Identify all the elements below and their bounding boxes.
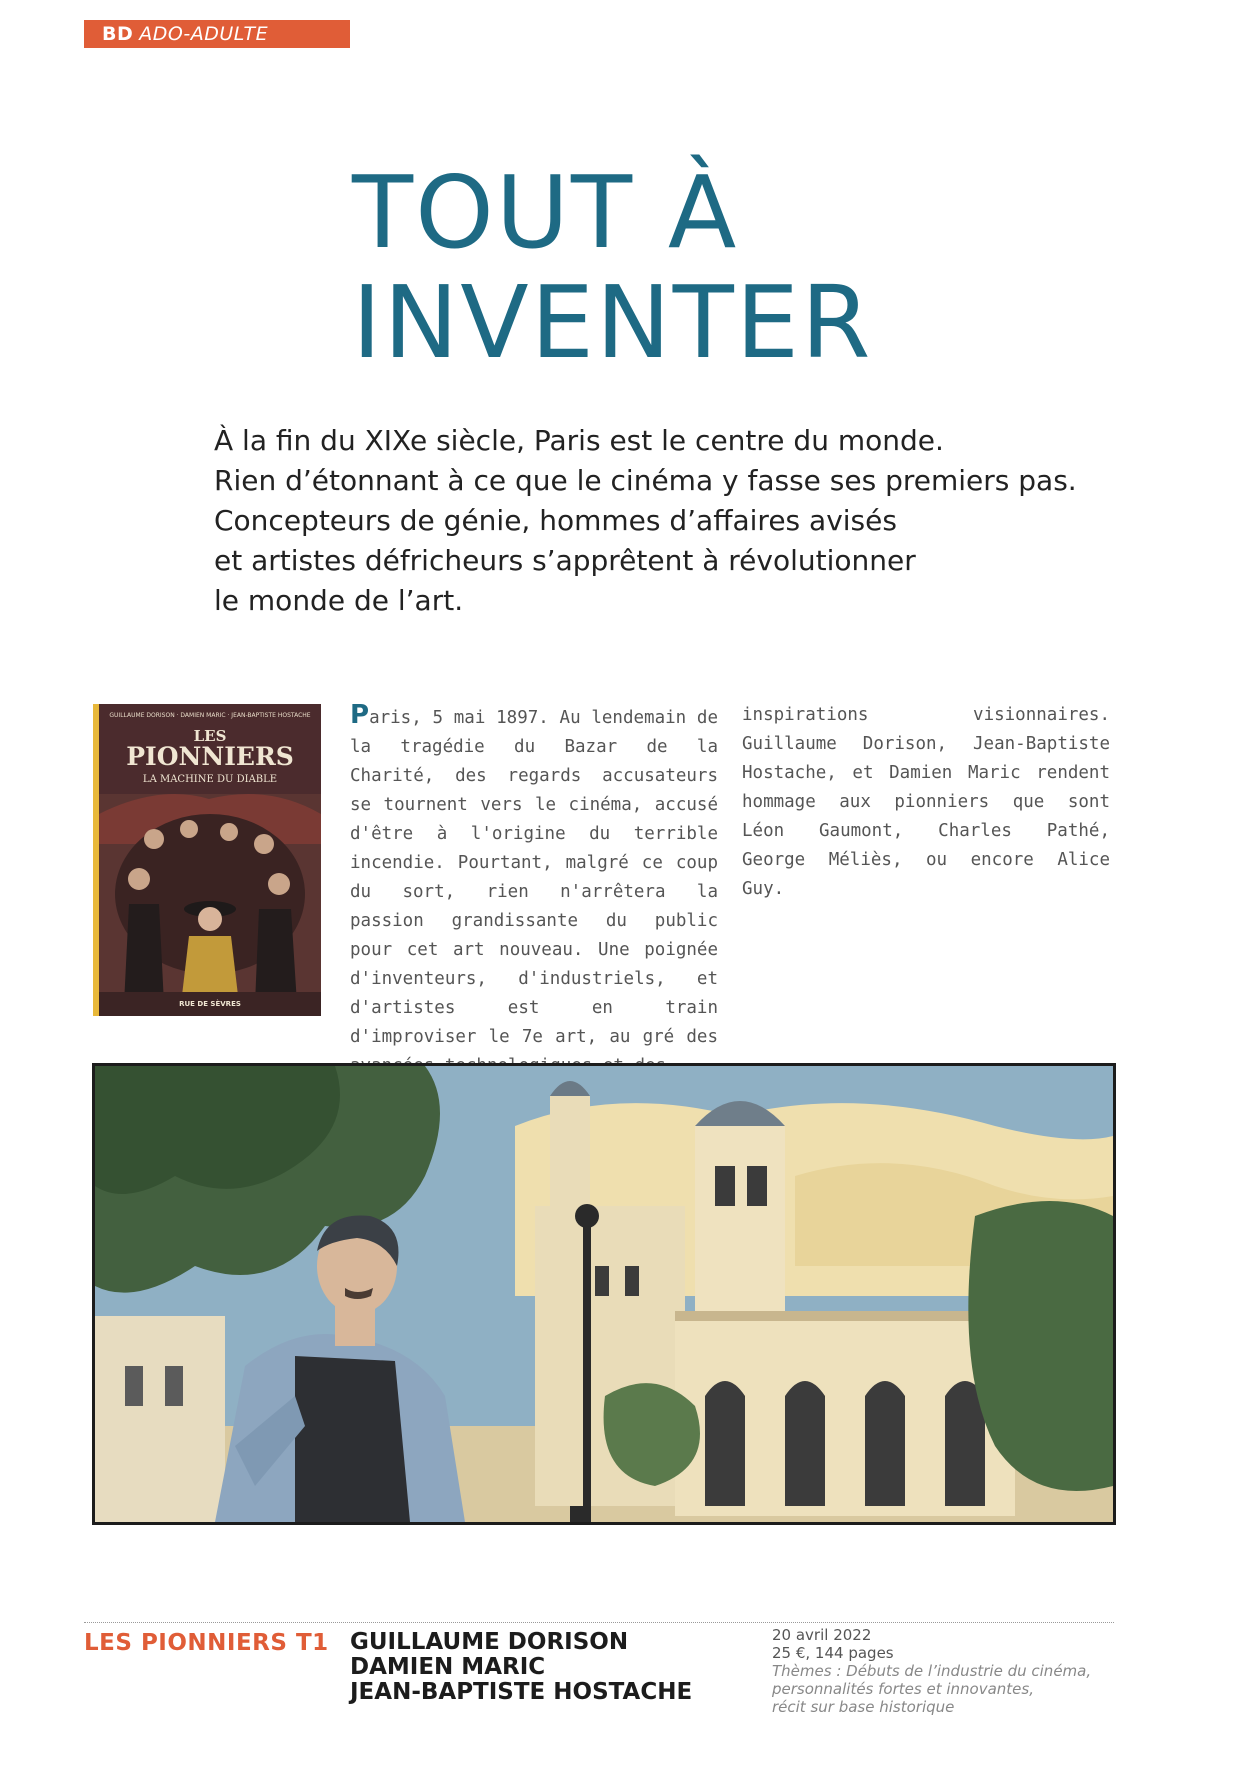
drop-cap: P [350,700,370,730]
footer-metadata [772,1626,1122,1716]
intro-line: et artistes défricheurs s’apprêtent à révolutionner [214,544,916,577]
section-tag [84,20,350,48]
title-line-2: INVENTER [352,264,873,381]
body-column-2: inspirations visionnaires. Guillaume Dorison, Jean-Baptiste Hostache, et Damien Maric rendent hommage aux pionniers que sont Léon Gaumont, Charles Pathé, George Méliès, ou encore Alice Guy. [742,705,1110,899]
article-title [352,154,873,381]
book-cover [93,704,321,1016]
title-line-1: TOUT À [352,154,739,271]
cover-series-main: PIONNIERS [126,742,294,771]
intro-line: Concepteurs de génie, hommes d’affaires avisés [214,504,897,537]
footer-divider [84,1622,1114,1623]
footer-book-title: LES PIONNIERS T1 [84,1630,329,1656]
themes-line: personnalités fortes et innovantes, [772,1680,1034,1698]
footer-authors [350,1630,692,1705]
section-label: BD [102,23,134,45]
comic-panel [92,1063,1116,1525]
themes-line: récit sur base historique [772,1698,955,1716]
comic-panel-illustration [95,1066,1113,1522]
cover-series-top: LES [193,727,227,745]
intro-line: Rien d’étonnant à ce que le cinéma y fasse ses premiers pas. [214,464,1077,497]
body-column-1-text: aris, 5 mai 1897. Au lendemain de la tragédie du Bazar de la Charité, des regards accusateurs se tournent vers le cinéma, accusé d'être à l'origine du terrible incendie. Pourtant, malgré ce coup du sort, rien n'arrêtera la passion grandissante du public pour cet art nouveau. Une poignée d'inventeurs, d'industriels, et d'artistes est en train d'improviser le 7e art, au gré des [350,708,718,1047]
author-name: JEAN-BAPTISTE HOSTACHE [350,1679,693,1705]
author-name: DAMIEN MARIC [350,1654,546,1680]
author-name: GUILLAUME DORISON [350,1629,629,1655]
body-column-1 [350,701,718,1081]
cover-authors: GUILLAUME DORISON · DAMIEN MARIC · JEAN-BAPTISTE HOSTACHE [109,712,311,719]
price-pages: 25 €, 144 pages [772,1644,894,1662]
intro-paragraph [214,421,1144,621]
intro-line: À la fin du XIXe siècle, Paris est le centre du monde. [214,424,944,457]
intro-line: le monde de l’art. [214,584,464,617]
cover-series [99,728,321,770]
themes-line: Thèmes : Débuts de l’industrie du cinéma, [772,1662,1092,1680]
cover-subtitle: LA MACHINE DU DIABLE [142,774,278,785]
cover-publisher: RUE DE SÈVRES [179,1000,241,1008]
release-date: 20 avril 2022 [772,1626,872,1644]
category-label: ADO-ADULTE [139,23,269,45]
